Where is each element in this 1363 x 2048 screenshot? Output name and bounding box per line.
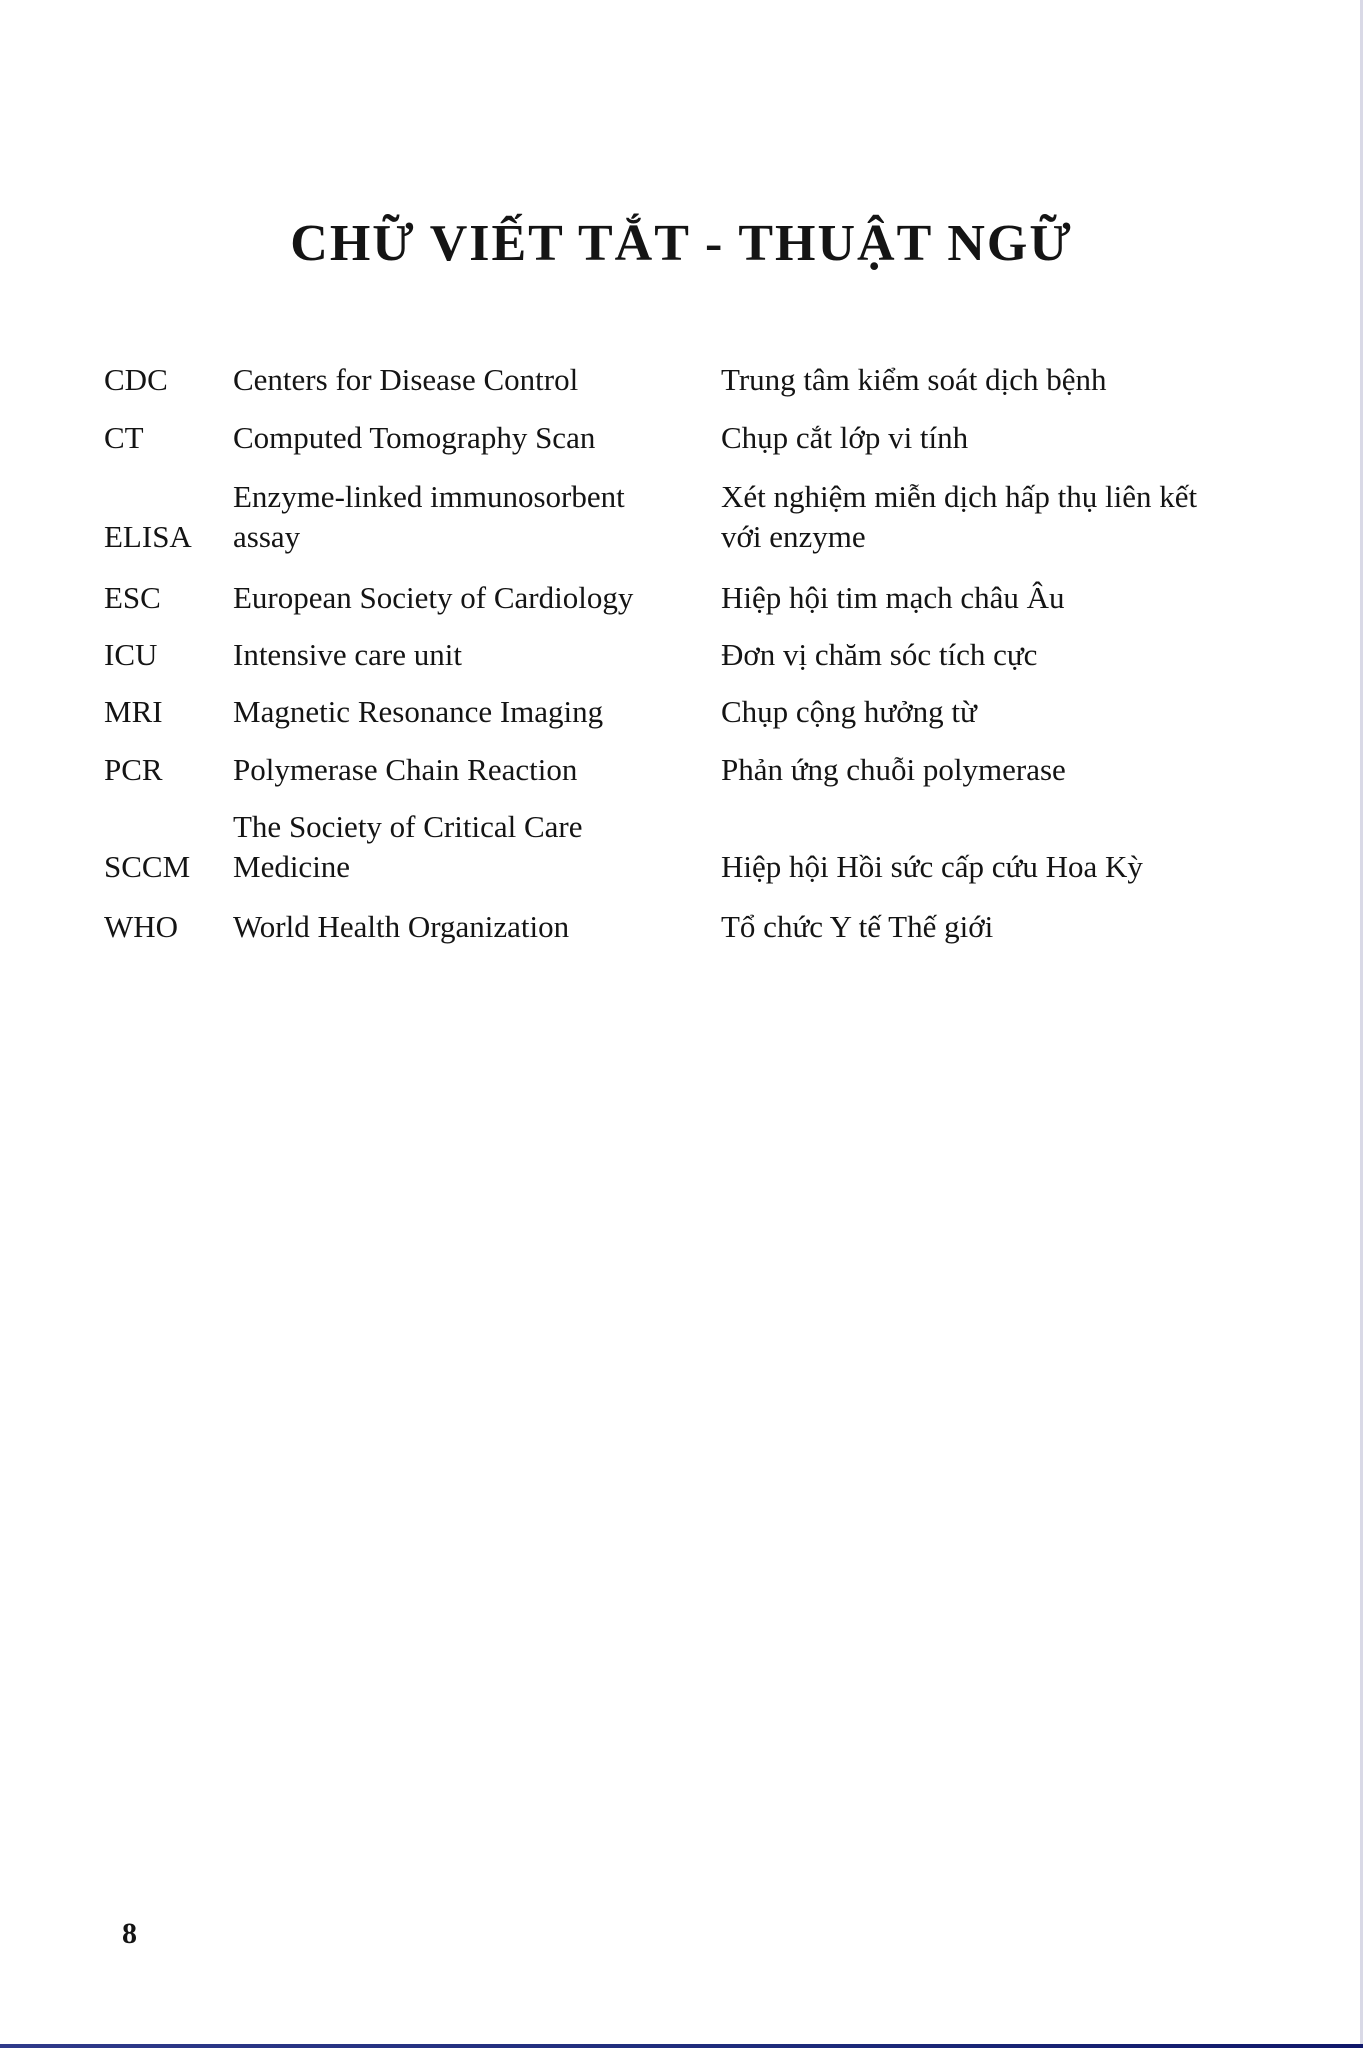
english-term-cell: Intensive care unit xyxy=(233,637,462,672)
english-term-cell: Medicine xyxy=(233,849,351,884)
vietnamese-term-cell: Đơn vị chăm sóc tích cực xyxy=(721,637,1038,672)
abbreviation-cell: ICU xyxy=(104,637,158,672)
english-term-cell: The Society of Critical Care xyxy=(233,809,583,844)
page-edge-bottom xyxy=(0,2044,1363,2048)
english-term-cell: European Society of Cardiology xyxy=(233,580,634,615)
vietnamese-term-cell: Tổ chức Y tế Thế giới xyxy=(721,909,994,944)
abbreviation-cell: PCR xyxy=(104,752,163,787)
vietnamese-term-cell: Trung tâm kiểm soát dịch bệnh xyxy=(721,362,1107,397)
vietnamese-term-cell: Hiệp hội Hồi sức cấp cứu Hoa Kỳ xyxy=(721,849,1143,884)
abbreviation-cell: SCCM xyxy=(104,849,191,884)
english-term-cell: Magnetic Resonance Imaging xyxy=(233,694,604,729)
page-number: 8 xyxy=(122,1917,137,1950)
vietnamese-term-cell: Xét nghiệm miễn dịch hấp thụ liên kết xyxy=(721,479,1198,514)
vietnamese-term-cell: Chụp cộng hưởng từ xyxy=(721,694,977,729)
english-term-cell: Polymerase Chain Reaction xyxy=(233,752,578,787)
english-term-cell: assay xyxy=(233,519,301,554)
page-title: CHỮ VIẾT TẮT - THUẬT NGỮ xyxy=(290,215,1073,272)
abbreviation-cell: ELISA xyxy=(104,519,192,554)
english-term-cell: Computed Tomography Scan xyxy=(233,420,596,455)
abbreviation-cell: WHO xyxy=(104,909,179,944)
abbreviation-cell: CT xyxy=(104,420,144,455)
vietnamese-term-cell: Phản ứng chuỗi polymerase xyxy=(721,752,1066,787)
vietnamese-term-cell: Chụp cắt lớp vi tính xyxy=(721,420,969,455)
vietnamese-term-cell: Hiệp hội tim mạch châu Âu xyxy=(721,580,1065,615)
english-term-cell: Centers for Disease Control xyxy=(233,362,579,397)
abbreviation-cell: CDC xyxy=(104,362,168,397)
abbreviation-cell: ESC xyxy=(104,580,161,615)
abbreviation-cell: MRI xyxy=(104,694,163,729)
english-term-cell: Enzyme-linked immunosorbent xyxy=(233,479,625,514)
english-term-cell: World Health Organization xyxy=(233,909,570,944)
vietnamese-term-cell: với enzyme xyxy=(721,519,866,554)
